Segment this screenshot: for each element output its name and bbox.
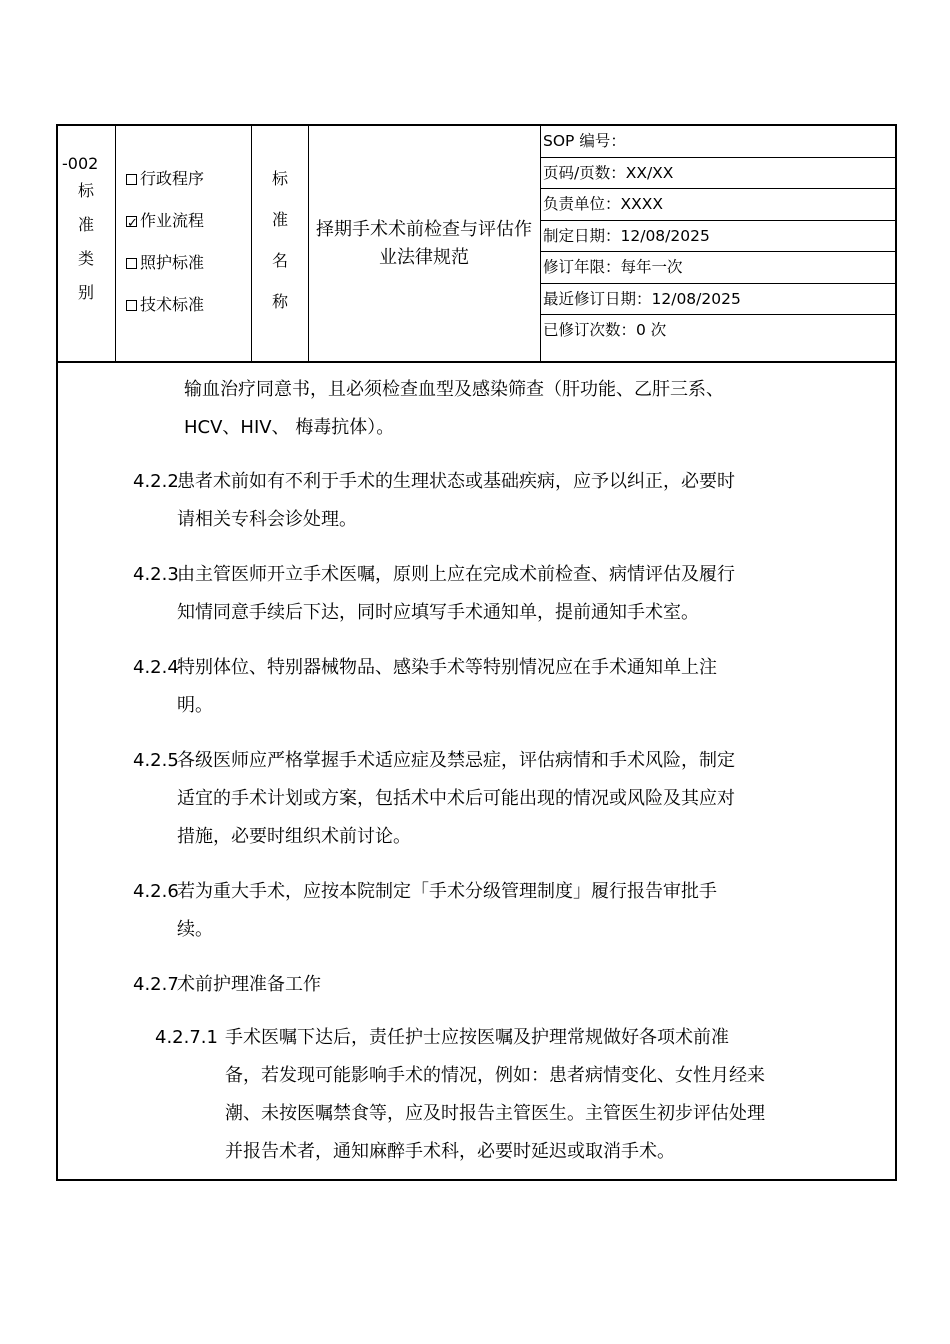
revision-count: 已修订次数：0 次	[543, 321, 667, 339]
created-date: 制定日期：12/08/2025	[540, 221, 895, 253]
sop-number: SOP 编号：	[540, 126, 895, 158]
paragraph-4-2-7: 4.2.7 术前护理准备工作	[133, 966, 321, 1004]
responsible-unit: 负责单位：XXXX	[540, 189, 895, 221]
paragraph-4-2-6: 4.2.6 若为重大手术，应按本院制定「手术分级管理制度」履行报告审批手 续。	[133, 873, 717, 949]
divider	[115, 126, 116, 361]
paragraph-4-2-7-1: 4.2.7.1 手术医嘱下达后，责任护士应按医嘱及护理常规做好各项术前准 备，若发现可能影响手术的情况，例如：患者病情变化、女性月经来 潮、未按医嘱禁食等，应及时报告主管医生。主管医生初步评估处理 并报告术者，通知麻醉手术科，必要时延迟或取消手术。	[155, 1019, 765, 1171]
category-label-cell	[58, 126, 115, 361]
section-number: 4.2.6	[133, 881, 179, 902]
section-number: 4.2.2	[133, 471, 179, 492]
category-options	[126, 158, 204, 326]
section-number: 4.2.5	[133, 750, 179, 771]
checkbox-unchecked-icon[interactable]	[126, 300, 137, 311]
paragraph-4-2-2: 4.2.2 患者术前如有不利于手术的生理状态或基础疾病，应予以纠正，必要时 请相关专科会诊处理。	[133, 463, 735, 539]
name-label: 标 准 名 称	[271, 169, 288, 311]
sop-header-table	[58, 126, 895, 363]
checkbox-unchecked-icon[interactable]	[126, 258, 137, 269]
category-option-technical[interactable]: 技术标准	[126, 284, 204, 326]
paragraph-4-2-3: 4.2.3 由主管医师开立手术医嘱，原则上应在完成术前检查、病情评估及履行 知情同意手续后下达，同时应填写手术通知单，提前通知手术室。	[133, 556, 735, 632]
sop-meta	[540, 126, 895, 347]
revision-period: 修订年限：每年一次	[540, 252, 895, 284]
section-number: 4.2.7.1	[155, 1027, 218, 1048]
section-number: 4.2.3	[133, 564, 179, 585]
section-number: 4.2.7	[133, 974, 179, 995]
page-count: 页码/页数：XX/XX	[540, 158, 895, 190]
category-option-care[interactable]: 照护标准	[126, 242, 204, 284]
paragraph-4-2-5: 4.2.5 各级医师应严格掌握手术适应症及禁忌症，评估病情和手术风险，制定 适宜的手术计划或方案，包括术中术后可能出现的情况或风险及其应对 措施，必要时组织术前讨论。	[133, 742, 735, 856]
category-label: 标 准 类 别	[78, 181, 95, 302]
sop-document	[56, 124, 897, 1181]
paragraph-4-2-4: 4.2.4 特别体位、特别器械物品、感染手术等特别情况应在手术通知单上注 明。	[133, 649, 717, 725]
paragraph-continued: 输血治疗同意书，且必须检查血型及感染筛查（肝功能、乙肝三系、 HCV、HIV、 梅毒抗体）。	[184, 379, 724, 438]
sop-code-prefix: -002	[62, 154, 99, 173]
category-option-admin[interactable]: 行政程序	[126, 158, 204, 200]
checkbox-unchecked-icon[interactable]	[126, 174, 137, 185]
checkbox-checked-icon[interactable]	[126, 216, 137, 227]
category-option-workflow[interactable]: ✓ 作业流程	[126, 200, 204, 242]
document-title: 择期手术术前检查与评估作业法律规范	[316, 218, 532, 268]
last-revised-date: 最近修订日期：12/08/2025	[540, 284, 895, 316]
section-number: 4.2.4	[133, 657, 179, 678]
divider	[251, 126, 252, 361]
